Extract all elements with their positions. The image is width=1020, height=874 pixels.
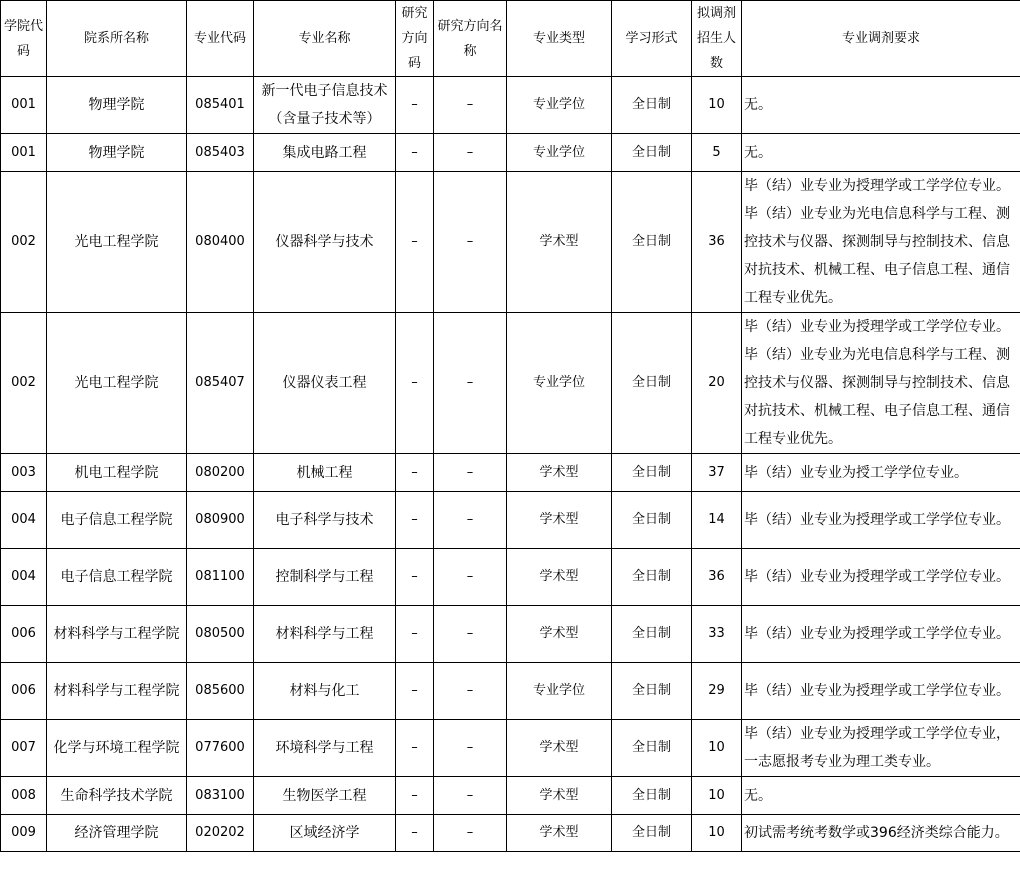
cell-major-name: 环境科学与工程 <box>254 720 396 777</box>
cell-direction-name: – <box>434 606 507 663</box>
cell-study-mode: 全日制 <box>612 313 692 454</box>
cell-college-code: 002 <box>1 172 47 313</box>
cell-planned-count: 36 <box>692 172 742 313</box>
header-row <box>1 1 1020 77</box>
cell-major-name: 仪器仪表工程 <box>254 313 396 454</box>
table-row <box>1 720 1020 777</box>
cell-study-mode: 全日制 <box>612 134 692 172</box>
cell-major-name: 集成电路工程 <box>254 134 396 172</box>
cell-major-type: 学术型 <box>507 454 612 492</box>
cell-major-name: 材料与化工 <box>254 663 396 720</box>
cell-college-name: 光电工程学院 <box>47 313 187 454</box>
header-direction-code: 研究方向码 <box>396 1 434 77</box>
cell-study-mode: 全日制 <box>612 777 692 815</box>
cell-major-code: 080500 <box>187 606 254 663</box>
cell-college-code: 001 <box>1 77 47 134</box>
cell-direction-name: – <box>434 720 507 777</box>
cell-study-mode: 全日制 <box>612 77 692 134</box>
cell-study-mode: 全日制 <box>612 549 692 606</box>
cell-college-name: 化学与环境工程学院 <box>47 720 187 777</box>
header-college-name: 院系所名称 <box>47 1 187 77</box>
cell-major-name: 控制科学与工程 <box>254 549 396 606</box>
cell-planned-count: 36 <box>692 549 742 606</box>
cell-college-name: 机电工程学院 <box>47 454 187 492</box>
cell-college-code: 002 <box>1 313 47 454</box>
table-row <box>1 815 1020 852</box>
cell-planned-count: 20 <box>692 313 742 454</box>
cell-planned-count: 10 <box>692 777 742 815</box>
cell-requirements: 毕（结）业专业为授理学或工学学位专业。 <box>742 549 1020 606</box>
cell-planned-count: 14 <box>692 492 742 549</box>
cell-college-code: 006 <box>1 606 47 663</box>
cell-college-code: 006 <box>1 663 47 720</box>
header-college-code: 学院代码 <box>1 1 47 77</box>
cell-major-code: 085401 <box>187 77 254 134</box>
cell-study-mode: 全日制 <box>612 815 692 852</box>
cell-major-type: 学术型 <box>507 606 612 663</box>
cell-planned-count: 37 <box>692 454 742 492</box>
cell-requirements: 初试需考统考数学或396经济类综合能力。 <box>742 815 1020 852</box>
cell-direction-code: – <box>396 172 434 313</box>
cell-requirements: 无。 <box>742 134 1020 172</box>
cell-requirements: 毕（结）业专业为授理学或工学学位专业。毕（结）业专业为光电信息科学与工程、测控技术与仪器、探测制导与控制技术、信息对抗技术、机械工程、电子信息工程、通信工程专业优先。 <box>742 313 1020 454</box>
cell-planned-count: 10 <box>692 720 742 777</box>
cell-major-name: 材料科学与工程 <box>254 606 396 663</box>
header-requirements: 专业调剂要求 <box>742 1 1020 77</box>
cell-major-name: 新一代电子信息技术（含量子技术等） <box>254 77 396 134</box>
table-row <box>1 549 1020 606</box>
cell-major-code: 085403 <box>187 134 254 172</box>
cell-major-type: 学术型 <box>507 549 612 606</box>
cell-college-code: 004 <box>1 492 47 549</box>
cell-major-name: 电子科学与技术 <box>254 492 396 549</box>
cell-college-code: 001 <box>1 134 47 172</box>
cell-planned-count: 5 <box>692 134 742 172</box>
cell-direction-name: – <box>434 815 507 852</box>
cell-major-type: 专业学位 <box>507 134 612 172</box>
cell-college-name: 物理学院 <box>47 77 187 134</box>
cell-direction-code: – <box>396 663 434 720</box>
cell-college-name: 电子信息工程学院 <box>47 492 187 549</box>
cell-direction-name: – <box>434 549 507 606</box>
cell-requirements: 毕（结）业专业为授理学或工学学位专业，一志愿报考专业为理工类专业。 <box>742 720 1020 777</box>
cell-college-name: 经济管理学院 <box>47 815 187 852</box>
table-row <box>1 606 1020 663</box>
cell-planned-count: 29 <box>692 663 742 720</box>
cell-direction-name: – <box>434 663 507 720</box>
cell-study-mode: 全日制 <box>612 172 692 313</box>
table-row <box>1 454 1020 492</box>
header-major-name: 专业名称 <box>254 1 396 77</box>
cell-major-code: 085600 <box>187 663 254 720</box>
cell-major-type: 学术型 <box>507 815 612 852</box>
cell-major-name: 机械工程 <box>254 454 396 492</box>
cell-major-code: 077600 <box>187 720 254 777</box>
cell-direction-code: – <box>396 454 434 492</box>
header-direction-name: 研究方向名称 <box>434 1 507 77</box>
cell-major-code: 020202 <box>187 815 254 852</box>
cell-requirements: 无。 <box>742 777 1020 815</box>
cell-college-name: 材料科学与工程学院 <box>47 606 187 663</box>
cell-planned-count: 10 <box>692 815 742 852</box>
cell-direction-name: – <box>434 134 507 172</box>
cell-study-mode: 全日制 <box>612 492 692 549</box>
cell-college-name: 材料科学与工程学院 <box>47 663 187 720</box>
cell-requirements: 毕（结）业专业为授理学或工学学位专业。 <box>742 663 1020 720</box>
cell-college-name: 物理学院 <box>47 134 187 172</box>
cell-college-name: 生命科学技术学院 <box>47 777 187 815</box>
cell-direction-code: – <box>396 313 434 454</box>
cell-direction-code: – <box>396 815 434 852</box>
table-row <box>1 492 1020 549</box>
table-row <box>1 77 1020 134</box>
cell-major-name: 区域经济学 <box>254 815 396 852</box>
cell-college-code: 004 <box>1 549 47 606</box>
cell-major-type: 学术型 <box>507 777 612 815</box>
table-row <box>1 777 1020 815</box>
cell-direction-code: – <box>396 777 434 815</box>
cell-college-code: 009 <box>1 815 47 852</box>
cell-direction-name: – <box>434 172 507 313</box>
header-planned-count: 拟调剂招生人数 <box>692 1 742 77</box>
cell-study-mode: 全日制 <box>612 720 692 777</box>
cell-direction-code: – <box>396 549 434 606</box>
header-study-mode: 学习形式 <box>612 1 692 77</box>
cell-direction-name: – <box>434 77 507 134</box>
cell-major-code: 081100 <box>187 549 254 606</box>
cell-major-code: 083100 <box>187 777 254 815</box>
cell-major-code: 085407 <box>187 313 254 454</box>
cell-requirements: 毕（结）业专业为授理学或工学学位专业。 <box>742 606 1020 663</box>
cell-planned-count: 33 <box>692 606 742 663</box>
cell-requirements: 毕（结）业专业为授理学或工学学位专业。毕（结）业专业为光电信息科学与工程、测控技术与仪器、探测制导与控制技术、信息对抗技术、机械工程、电子信息工程、通信工程专业优先。 <box>742 172 1020 313</box>
cell-college-name: 电子信息工程学院 <box>47 549 187 606</box>
cell-requirements: 毕（结）业专业为授理学或工学学位专业。 <box>742 492 1020 549</box>
cell-major-type: 专业学位 <box>507 313 612 454</box>
cell-study-mode: 全日制 <box>612 606 692 663</box>
cell-major-name: 仪器科学与技术 <box>254 172 396 313</box>
cell-study-mode: 全日制 <box>612 663 692 720</box>
cell-major-code: 080400 <box>187 172 254 313</box>
cell-major-type: 专业学位 <box>507 77 612 134</box>
cell-major-type: 专业学位 <box>507 663 612 720</box>
cell-direction-name: – <box>434 777 507 815</box>
table-row <box>1 134 1020 172</box>
cell-direction-code: – <box>396 606 434 663</box>
cell-requirements: 毕（结）业专业为授工学学位专业。 <box>742 454 1020 492</box>
cell-major-code: 080200 <box>187 454 254 492</box>
cell-major-name: 生物医学工程 <box>254 777 396 815</box>
cell-direction-code: – <box>396 77 434 134</box>
cell-major-type: 学术型 <box>507 492 612 549</box>
cell-direction-code: – <box>396 134 434 172</box>
cell-major-code: 080900 <box>187 492 254 549</box>
cell-college-code: 007 <box>1 720 47 777</box>
header-major-code: 专业代码 <box>187 1 254 77</box>
cell-direction-name: – <box>434 313 507 454</box>
cell-college-name: 光电工程学院 <box>47 172 187 313</box>
cell-direction-name: – <box>434 454 507 492</box>
table-row <box>1 313 1020 454</box>
table-row <box>1 663 1020 720</box>
header-major-type: 专业类型 <box>507 1 612 77</box>
cell-direction-name: – <box>434 492 507 549</box>
cell-direction-code: – <box>396 720 434 777</box>
cell-college-code: 008 <box>1 777 47 815</box>
cell-college-code: 003 <box>1 454 47 492</box>
cell-major-type: 学术型 <box>507 720 612 777</box>
cell-direction-code: – <box>396 492 434 549</box>
table-row <box>1 172 1020 313</box>
cell-planned-count: 10 <box>692 77 742 134</box>
cell-major-type: 学术型 <box>507 172 612 313</box>
cell-requirements: 无。 <box>742 77 1020 134</box>
cell-study-mode: 全日制 <box>612 454 692 492</box>
